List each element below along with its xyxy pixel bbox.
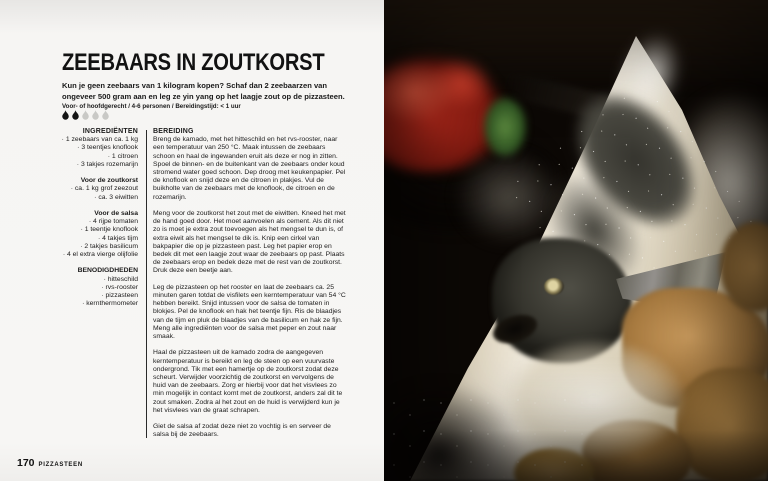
- preparation-paragraph: Leg de pizzasteen op het rooster en laat de zeebaars ca. 25 minuten garen totdat de visfilets een kerntemperatuur van 54 °C hebben bereikt. Snijd intussen voor de salsa de tomaten in blokjes. Pel de knoflook en hak het teentje fijn. Ris de blaadjes van de tijm en pluk de blaadjes van de basilicum en hak ze fijn. Meng alle ingrediënten voor de salsa met peper en zout naar smaak.: [153, 283, 346, 341]
- ingredient-item: · ca. 3 eiwitten: [26, 194, 138, 202]
- flame-icon: [81, 110, 90, 121]
- ingredients-heading: INGREDIËNTEN: [82, 128, 138, 135]
- preparation-heading: BEREIDING: [153, 128, 194, 135]
- recipe-intro: Kun je geen zeebaars van 1 kilogram kopen? Schaf dan 2 zeebaarzen van ongeveer 500 gram aan en leg ze yin yang op het laagje zout op de pizzasteen.: [62, 81, 345, 101]
- ingredient-item: · 3 takjes rozemarijn: [26, 161, 138, 169]
- ingredient-item: · 4 takjes tijm: [26, 235, 138, 243]
- ingredient-group-title: Voor de salsa: [94, 210, 138, 217]
- ingredient-item: · 1 citroen: [26, 153, 138, 161]
- flame-icon: [101, 110, 110, 121]
- ingredient-group-title: BENODIGDHEDEN: [77, 267, 138, 275]
- flame-icon: [91, 110, 100, 121]
- recipe-photo: [384, 0, 768, 481]
- ingredient-group-title: Voor de zoutkorst: [80, 177, 138, 185]
- ingredient-item: · 1 zeebaars van ca. 1 kg: [26, 136, 138, 144]
- column-divider: [146, 130, 147, 438]
- page-title: ZEEBAARS IN ZOUTKORST: [62, 49, 325, 76]
- preparation-paragraph: Breng de kamado, met het hitteschild en het rvs-rooster, naar een temperatuur van 250 °C. Maak intussen de zeebaars schoon en haal de ingewanden eruit als deze er nog in zitten. Spoel de binnen- en de buitenkant van de zeebaars onder koud stromend water goed schoon. Dep droog met keukenpapier. Pel de knoflook en snijd deze en de citroen in plakjes. Vul de buikholte van de zeebaars met de knoflook, de citroen en de rozemarijn.: [153, 136, 346, 201]
- ingredient-item: · 2 takjes basilicum: [26, 243, 138, 251]
- ingredient-item: · rvs-rooster: [26, 284, 138, 292]
- preparation-paragraph: Haal de pizzasteen uit de kamado zodra de aangegeven kerntemperatuur is bereikt en leg de steen op een vuurvaste ondergrond. Tik met een hamertje op de zoutkorst zodat deze scheurt. Verwijder voorzichtig de zoutkorst en vervolgens de huid van de zeebaars. Zorg er hierbij voor dat het visvlees zo min mogelijk in contact komt met de zoutkorst, anders zal dit te zout smaken. Zodra al het zout en de huid is verwijderd kun je het visvlees van de graat schrapen.: [153, 349, 343, 414]
- heat-rating: [61, 110, 110, 121]
- recipe-meta-line: Voor- of hoofdgerecht / 4-6 personen / Bereidingstijd: < 1 uur: [62, 103, 241, 110]
- chapter-label: PIZZASTEEN: [38, 462, 83, 468]
- ingredient-item: · 3 teentjes knoflook: [26, 144, 138, 152]
- preparation-paragraphs: [153, 136, 347, 439]
- ingredients-column: [26, 128, 138, 308]
- ingredient-item: · kernthermometer: [26, 300, 138, 308]
- page-number: 170: [17, 457, 35, 469]
- preparation-paragraph: Meng voor de zoutkorst het zout met de eiwitten. Kneed het met de hand goed door. Het moet aanvoelen als cement. Als dit niet zo is moet je extra zout toevoegen als het mengsel te dun is, of extra eiwit als het mengsel te dik is. Knip een cirkel van bakpapier die op je pizzasteen past. Leg het papier erop en bedek dit met een laagje zout waar de zeebaars op past. Plaats de zeebaars erop en bedek deze met de rest van de zoutkorst. Druk deze een beetje aan.: [153, 210, 346, 275]
- flame-icon: [61, 110, 70, 121]
- ingredients-list: [26, 136, 138, 308]
- ingredient-item: · hitteschild: [26, 276, 138, 284]
- flame-icon: [71, 110, 80, 121]
- preparation-column: [153, 128, 347, 448]
- preparation-paragraph: Giet de salsa af zodat deze niet zo vochtig is en serveer de salsa bij de zeebaars.: [153, 423, 331, 439]
- ingredient-item: · ca. 1 kg grof zeezout: [26, 185, 138, 193]
- ingredient-item: · 1 teentje knoflook: [26, 226, 138, 234]
- ingredient-item: · pizzasteen: [26, 292, 138, 300]
- photo-vignette: [384, 0, 768, 481]
- page-footer: [17, 457, 83, 469]
- ingredient-item: · 4 rijpe tomaten: [26, 218, 138, 226]
- ingredient-item: · 4 el extra vierge olijfolie: [26, 251, 138, 259]
